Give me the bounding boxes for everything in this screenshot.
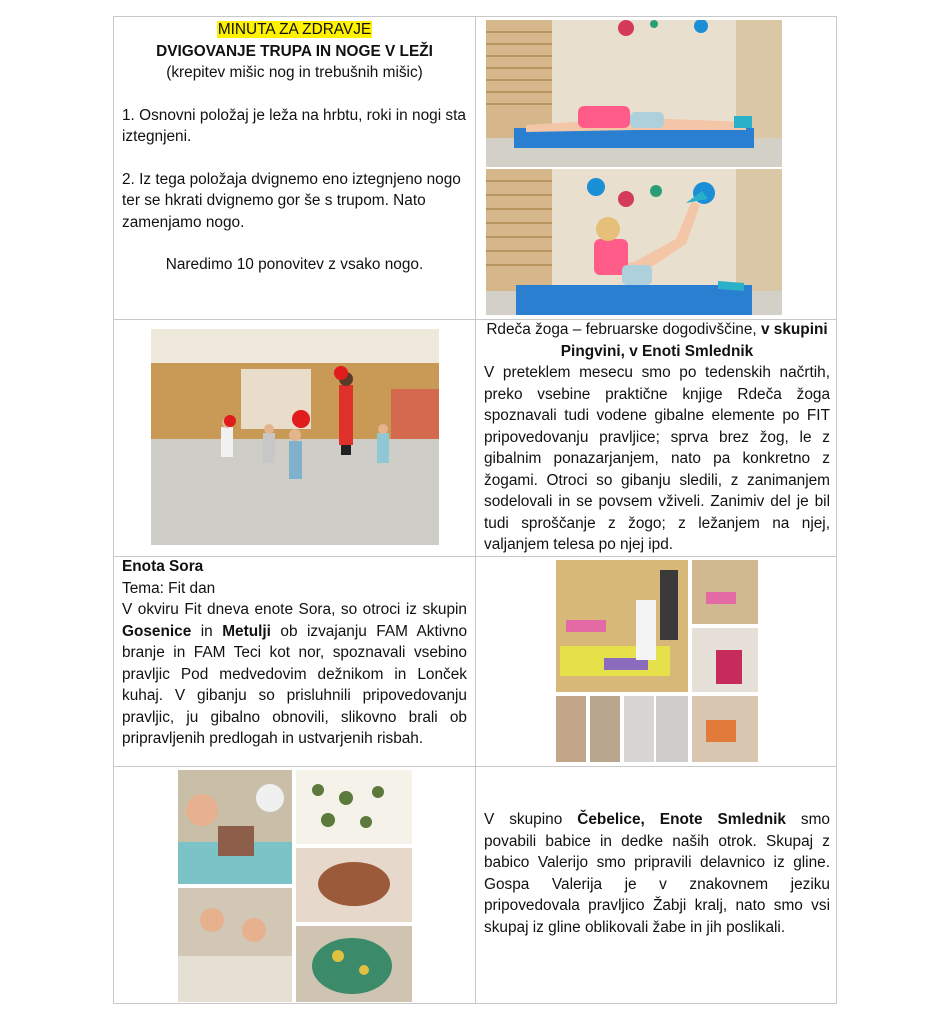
step-2: 2. Iz tega položaja dvignemo eno iztegnjeno nogo ter se hkrati dvignemo gor še s trupom. Nato zamenjamo nogo.: [122, 170, 461, 231]
exercise-photo-raised: [486, 169, 782, 315]
column-divider: [475, 17, 476, 1003]
exercise-title: DVIGOVANJE TRUPA IN NOGE V LEŽI: [156, 42, 433, 60]
group-cebelice: Čebelice, Enote Smlednik: [577, 811, 786, 828]
step-1: 1. Osnovni položaj je leža na hrbtu, roki in nogi sta iztegnjeni.: [122, 106, 466, 145]
red-ball-group-photo: [151, 329, 439, 545]
fit-day-collage: [556, 560, 758, 762]
sora-body-part-2: in: [191, 622, 223, 640]
group-gosenice: Gosenice: [122, 622, 192, 640]
banner: MINUTA ZA ZDRAVJE: [217, 21, 372, 38]
sora-body: [122, 599, 467, 750]
cebelice-body-part-1: V skupino: [484, 811, 578, 828]
sora-body-part-1: V okviru Fit dneva enote Sora, so otroci iz skupin: [122, 601, 467, 618]
red-ball-title-a: Rdeča žoga – februarske dogodivščine,: [486, 321, 761, 338]
cebelice-article: [484, 809, 830, 938]
cebelice-body-part-2: smo povabili babice in dedke naših otrok. Skupaj z babico Valerijo smo pripravili delavnico iz gline. Gospa Valerija je v znakovnem jeziku pripovedovala pravljico Žabji kralj, nato smo vsi skupaj iz gline oblikovali žabe in jih poslikali.: [484, 811, 830, 936]
sora-theme: Tema: Fit dan: [122, 579, 216, 597]
row-divider-3: [114, 766, 836, 767]
sora-body-part-3: ob izvajanju FAM Aktivno branje in FAM Teci kot nor, spoznavali vsebino pravljic Pod medvedovim dežnikom in Lonček kuhaj. V gibanju so prisluhnili pripovedovanju pravljic, ju gibalno obnovili, slikovno brali ob pripravljenih predlogah in ustvarjenih risbah.: [122, 622, 468, 747]
clay-workshop-collage: [178, 770, 412, 1002]
red-ball-article: [484, 319, 830, 556]
exercise-photo-lying: [486, 20, 782, 167]
red-ball-title-b: v skupini Pingvini, v Enoti Smlednik: [560, 321, 828, 360]
exercise-description: [122, 19, 467, 276]
repetitions: Naredimo 10 ponovitev z vsako nogo.: [165, 256, 424, 273]
sora-article: [122, 556, 467, 750]
group-metulji: Metulji: [222, 622, 271, 640]
sora-unit-title: Enota Sora: [122, 558, 204, 575]
exercise-subtitle: (krepitev mišic nog in trebušnih mišic): [166, 64, 423, 81]
newsletter-table: [113, 16, 837, 1004]
red-ball-body: V preteklem mesecu smo po tedenskih načrtih, preko vsebine praktične knjige Rdeča žoga spoznavali tudi vodene gibalne elemente po FIT pripovedovanju pravljice; sprva brez žog, le z gibalnim ponazarjanjem, nato pa konkretno z žogami. Otroci so gibanju sledili, z zanimanjem sodelovali in se povsem vživeli. Zanimiv del je bil tudi sproščanje z žogo; z ležanjem na njej, valjanjem telesa po njej ipd.: [484, 364, 830, 553]
